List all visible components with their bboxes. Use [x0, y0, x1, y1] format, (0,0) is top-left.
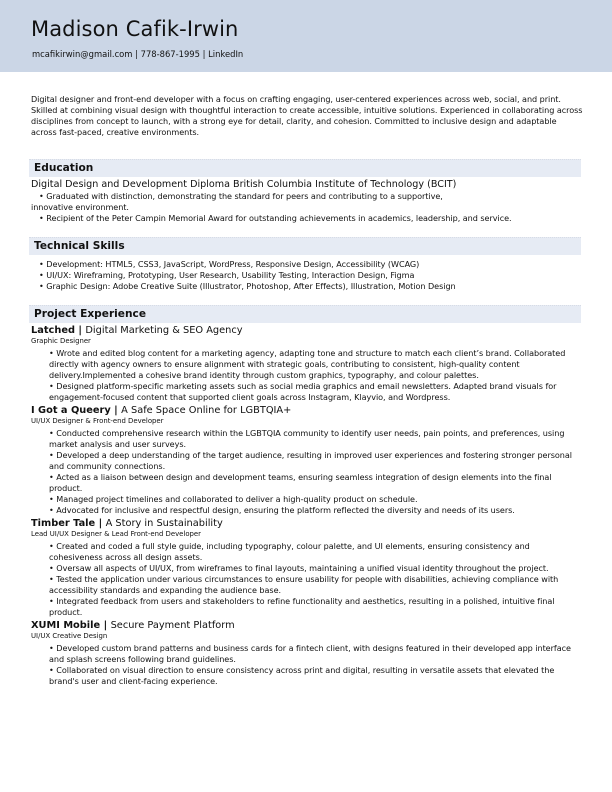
linkedin-link[interactable]: LinkedIn [208, 49, 244, 59]
project-role: UI/UX Creative Design [31, 632, 108, 640]
project-bullets [31, 348, 583, 403]
separator: | [95, 518, 106, 529]
bullet-text: Wrote and edited blog content for a marketing agency, adapting tone and structure to match each client’s brand. Collaborated directly with agency owners to ensure alignment with strategic goals, contributing to consistent, high-quality content delivery.Implemented a cohesive brand identity through custom graphics, typography, and colour palettes. [49, 348, 566, 380]
separator: | [74, 325, 86, 336]
separator: | [110, 405, 122, 416]
bullet-text: Tested the application under various circumstances to ensure usability for people with disabilities, achieving compliance with accessibility standards and expanding the audience base. [49, 574, 559, 595]
list-item [49, 505, 583, 516]
project-latched [31, 325, 583, 403]
section-heading-skills: Technical Skills [29, 237, 581, 255]
list-item [39, 259, 583, 270]
bullet-text: Collaborated on visual direction to ensure consistency across print and digital, resulting in versatile assets that elevated the brand's user and client-facing experience. [49, 665, 555, 686]
project-title [31, 518, 583, 530]
bullet-icon: • [49, 450, 54, 460]
bullet-text: Graduated with distinction, demonstrating the standard for peers and contributing to a supportive, [46, 191, 443, 201]
section-heading-projects: Project Experience [29, 305, 581, 323]
list-item [49, 472, 583, 494]
bullet-icon: • [49, 541, 54, 551]
bullet-text: Recipient of the Peter Campin Memorial Award for outstanding achievements in academics, leadership, and service. [46, 213, 512, 223]
separator: | [199, 49, 209, 59]
bullet-icon: • [49, 505, 54, 515]
bullet-icon: • [49, 348, 54, 358]
bullet-icon: • [49, 494, 54, 504]
project-name: Timber Tale [31, 518, 96, 529]
section-heading-education: Education [29, 159, 581, 177]
bullet-text: Developed custom brand patterns and business cards for a fintech client, with designs featured in their developed app interface and splash screens following brand guidelines. [49, 643, 571, 664]
project-title [31, 325, 583, 337]
phone-number: 778-867-1995 [140, 49, 200, 59]
resume-body [31, 94, 583, 687]
bullet-icon: • [49, 381, 54, 391]
project-role: Lead UI/UX Designer & Lead Front-end Developer [31, 530, 201, 538]
contact-line [32, 49, 243, 59]
list-item [49, 450, 583, 472]
separator: | [100, 620, 111, 631]
separator: | [132, 49, 141, 59]
project-name: Latched [31, 325, 75, 336]
bullet-text: Advocated for inclusive and respectful design, ensuring the platform reflected the diversity and needs of its users. [56, 505, 515, 515]
project-bullets [31, 541, 583, 618]
list-item [49, 348, 583, 381]
project-role: UI/UX Designer & Front-end Developer [31, 417, 164, 425]
bullet-icon: • [49, 665, 54, 675]
project-xumi-mobile [31, 620, 583, 687]
list-item [49, 665, 583, 687]
projects-section [31, 305, 583, 687]
bullet-text: Developed a deep understanding of the target audience, resulting in improved user experiences and fostering stronger personal and community connections. [49, 450, 572, 471]
bullet-icon: • [49, 574, 54, 584]
bullet-text-cont: innovative environment. [31, 202, 129, 212]
bullet-text: Oversaw all aspects of UI/UX, from wireframes to final layouts, maintaining a unified visual identity throughout the project. [56, 563, 549, 573]
bullet-icon: • [39, 191, 44, 201]
bullet-text: Conducted comprehensive research within the LGBTQIA community to identify user needs, pain points, and preferences, using market analysis and user surveys. [49, 428, 565, 449]
skills-section [31, 237, 583, 292]
list-item [49, 494, 583, 505]
list-item [49, 541, 583, 563]
bullet-icon: • [39, 259, 44, 269]
project-subtitle: A Story in Sustainability [105, 518, 223, 529]
project-name: XUMI Mobile [31, 620, 101, 631]
project-subtitle: Secure Payment Platform [110, 620, 235, 631]
project-bullets [31, 428, 583, 516]
project-title [31, 405, 583, 417]
project-subtitle: A Safe Space Online for LGBTQIA+ [121, 405, 292, 416]
education-degree: Digital Design and Development Diploma British Columbia Institute of Technology (BCIT) [31, 179, 457, 190]
bullet-icon: • [39, 213, 44, 223]
skills-list [31, 259, 583, 292]
list-item [39, 281, 583, 292]
summary-paragraph: Digital designer and front-end developer with a focus on crafting engaging, user-centered experiences across web, social, and print. Skilled at combining visual design with thoughtful interaction to create accessible, intuitive solutions. Experienced in collaborating across disciplines from concept to launch, with a strong eye for detail, clarity, and cohesion. Committed to inclusive design and adaptable across fast-paced, creative environments. [31, 94, 583, 137]
bullet-icon: • [39, 281, 44, 291]
project-subtitle: Digital Marketing & SEO Agency [85, 325, 243, 336]
bullet-icon: • [49, 596, 54, 606]
project-bullets [31, 643, 583, 687]
project-role: Graphic Designer [31, 337, 91, 345]
list-item [39, 270, 583, 281]
list-item [49, 381, 583, 403]
project-timber-tale [31, 518, 583, 618]
bullet-icon: • [49, 563, 54, 573]
bullet-text: Acted as a liaison between design and development teams, ensuring seamless integration of design elements into the final product. [49, 472, 552, 493]
bullet-icon: • [49, 472, 54, 482]
education-bullets [31, 191, 583, 224]
bullet-text: Integrated feedback from users and stakeholders to refine functionality and aesthetics, resulting in a polished, intuitive final product. [49, 596, 555, 617]
skill-development: Development: HTML5, CSS3, JavaScript, WordPress, Responsive Design, Accessibility (WCAG) [46, 259, 420, 269]
project-i-got-a-queery [31, 405, 583, 516]
list-item [31, 191, 583, 213]
email-link[interactable]: mcafikirwin@gmail.com [32, 49, 133, 59]
list-item [31, 213, 583, 224]
candidate-name: Madison Cafik-Irwin [31, 17, 239, 41]
bullet-icon: • [39, 270, 44, 280]
list-item [49, 574, 583, 596]
bullet-icon: • [49, 643, 54, 653]
bullet-text: Designed platform-specific marketing assets such as social media graphics and email newsletters. Adapted brand visuals for engagement-focused content that supported client goals across Instagram, Klayvio, and Wordpress. [49, 381, 557, 402]
bullet-text: Managed project timelines and collaborated to deliver a high-quality product on schedule. [56, 494, 418, 504]
project-title [31, 620, 583, 632]
list-item [49, 643, 583, 665]
project-name: I Got a Queery [31, 405, 111, 416]
list-item [49, 428, 583, 450]
bullet-text: Created and coded a full style guide, including typography, colour palette, and UI elements, ensuring consistency and cohesiveness across all design assets. [49, 541, 530, 562]
list-item [49, 563, 583, 574]
list-item [49, 596, 583, 618]
bullet-icon: • [49, 428, 54, 438]
education-section [31, 159, 583, 224]
skill-graphic-design: Graphic Design: Adobe Creative Suite (Illustrator, Photoshop, After Effects), Illustration, Motion Design [46, 281, 456, 291]
skill-uiux: UI/UX: Wireframing, Prototyping, User Research, Usability Testing, Interaction Design, Figma [46, 270, 415, 280]
